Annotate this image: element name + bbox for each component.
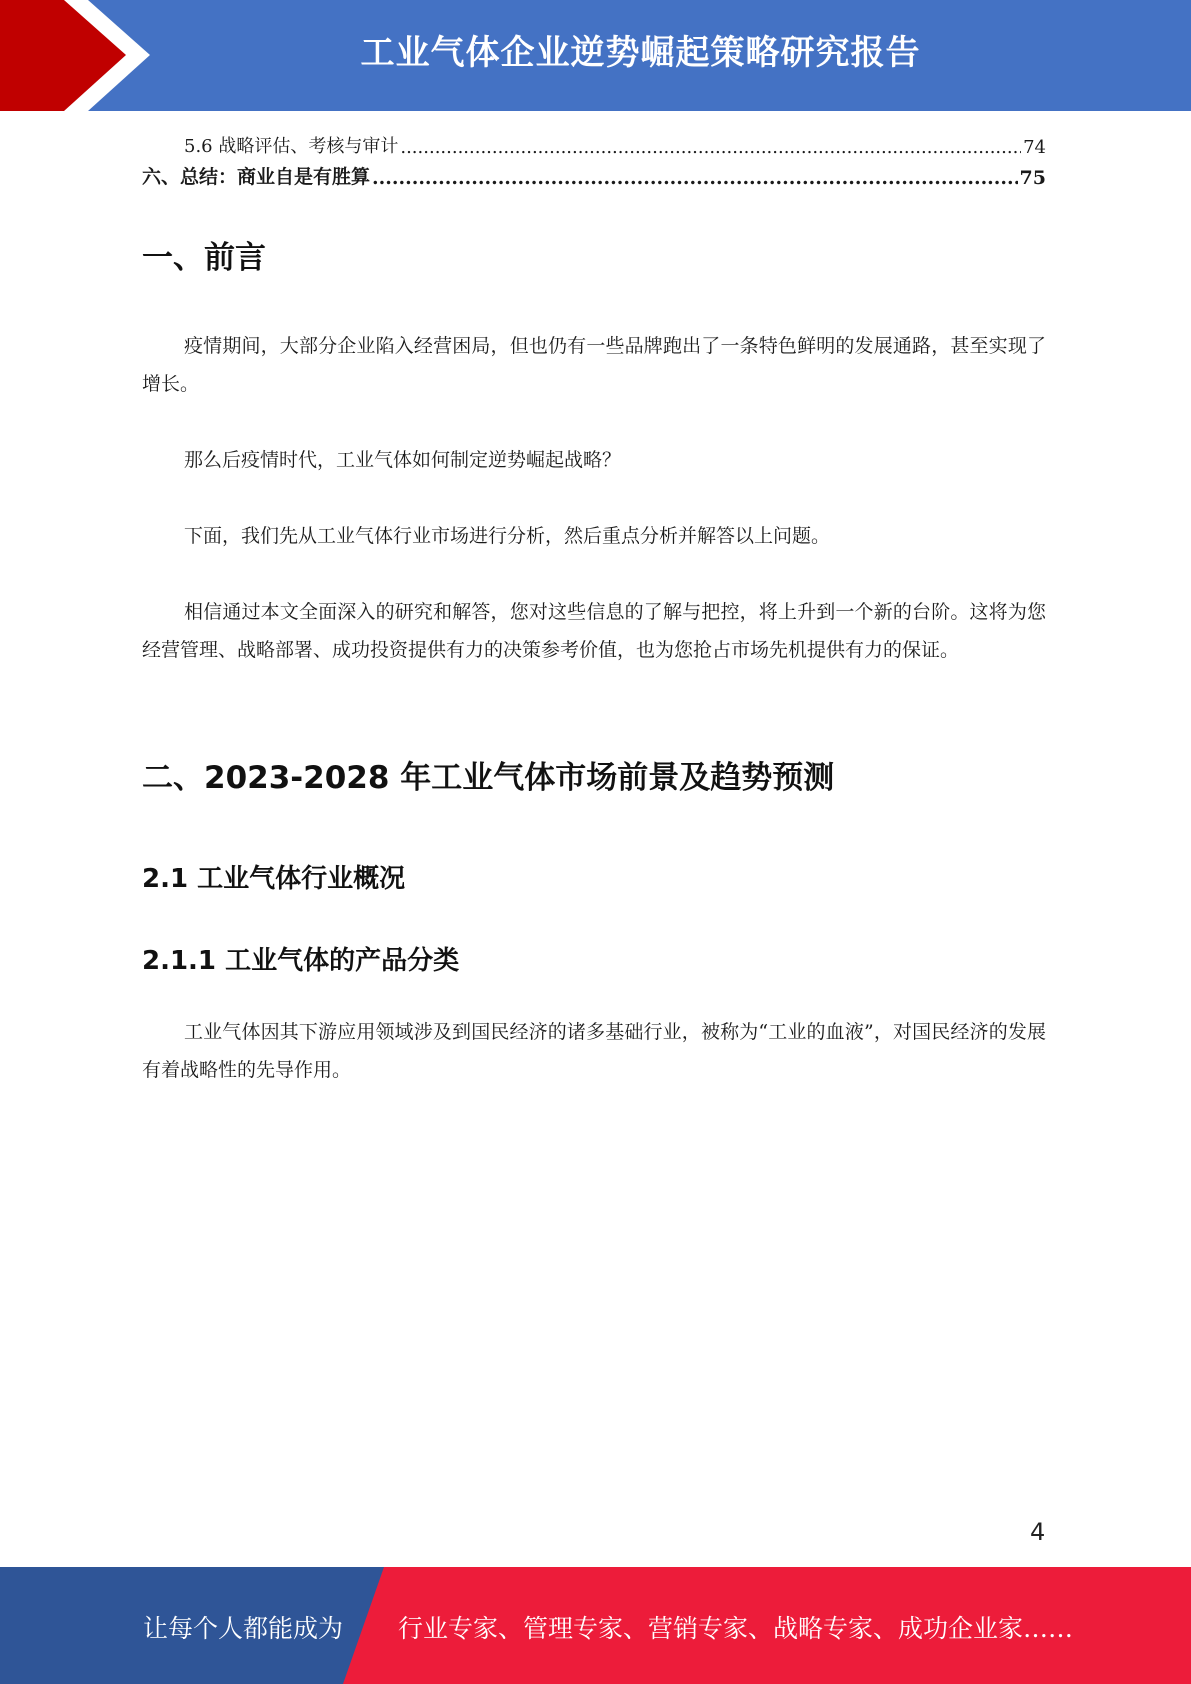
paragraph: 工业气体因其下游应用领域涉及到国民经济的诸多基础行业，被称为“工业的血液”，对国民经济的发展有着战略性的先导作用。	[142, 1021, 1046, 1081]
subsection-heading-product-classification: 2.1.1 工业气体的产品分类	[142, 946, 460, 976]
toc-entry[interactable]	[142, 128, 1046, 158]
page-number: 4	[1030, 1518, 1046, 1546]
report-title: 工业气体企业逆势崛起策略研究报告	[360, 33, 921, 73]
toc-entry-label: 六、总结：商业自是有胜算	[142, 166, 371, 188]
paragraph: 下面，我们先从工业气体行业市场进行分析，然后重点分析并解答以上问题。	[184, 525, 831, 547]
toc-leader-dots	[400, 137, 1021, 158]
toc-entry[interactable]	[142, 159, 1046, 189]
paragraph: 相信通过本文全面深入的研究和解答，您对这些信息的了解与把控，将上升到一个新的台阶。这将为您经营管理、战略部署、成功投资提供有力的决策参考价值，也为您抢占市场先机提供有力的保证。	[142, 601, 1046, 661]
footer-banner	[0, 1567, 1191, 1684]
toc-entry-page: 75	[1019, 167, 1046, 189]
toc-leader-dots	[372, 167, 1018, 189]
toc-entry-page: 74	[1023, 137, 1046, 158]
paragraph: 疫情期间，大部分企业陷入经营困局，但也仍有一些品牌跑出了一条特色鲜明的发展通路，甚至实现了增长。	[142, 335, 1046, 395]
footer-slogan-left: 让每个人都能成为	[143, 1614, 344, 1643]
section-heading-preface: 一、前言	[142, 240, 266, 276]
footer-slogan-right: 行业专家、管理专家、营销专家、战略专家、成功企业家……	[398, 1614, 1074, 1643]
toc-entry-label: 5.6 战略评估、考核与审计	[184, 136, 399, 157]
section-heading-market-outlook: 二、2023-2028 年工业气体市场前景及趋势预测	[142, 760, 835, 796]
paragraph: 那么后疫情时代，工业气体如何制定逆势崛起战略？	[184, 449, 622, 471]
subsection-heading-industry-overview: 2.1 工业气体行业概况	[142, 864, 406, 894]
header-banner	[0, 0, 1191, 111]
